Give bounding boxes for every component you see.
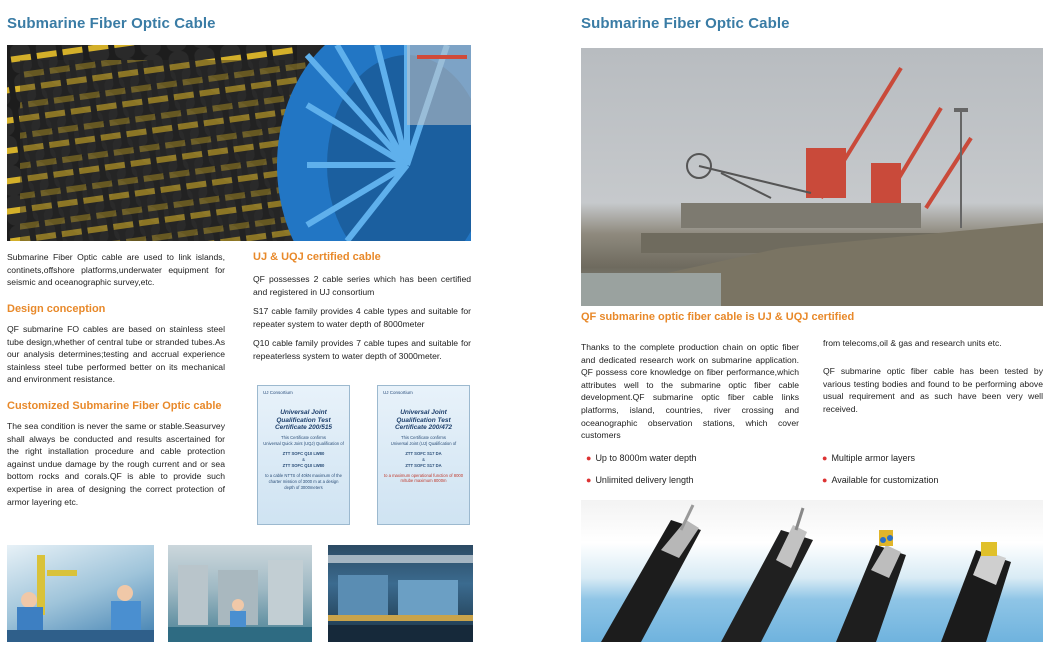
certificate-line: Universal Joint (UJ) Qualification of — [390, 440, 457, 446]
cable-cross-section-photo — [581, 500, 1043, 642]
design-conception-heading: Design conception — [7, 303, 106, 315]
certified-p2: S17 cable family provides 4 cable types and suitable for repeater system to water depth of 8000meter — [253, 306, 471, 329]
certificate-200-515 — [257, 385, 350, 525]
bullet-customization — [822, 475, 938, 485]
certificate-connector: & — [302, 456, 305, 462]
certificate-model: ZTT SOFC Q10 LW80 — [282, 450, 325, 456]
bullet-water-depth — [586, 453, 697, 463]
certificate-200-472 — [377, 385, 470, 525]
factory-lab-illustration — [168, 545, 312, 642]
certificate-connector: & — [422, 456, 425, 462]
cable-drum-illustration — [7, 45, 471, 241]
testing-text: QF submarine optic fiber cable has been tested by various testing bodies and found to be performing above usual requirement and as such have been very well received. — [823, 366, 1043, 414]
certificate-header: UJ Consortium — [263, 390, 293, 395]
intro-text: Submarine Fiber Optic cable are used to link islands, continets,offshore platforms,underwater equipment for seismic and oceanographic survey,etc. — [7, 252, 225, 288]
certificate-line: This Certificate confirms — [401, 434, 446, 440]
bullet-delivery-length — [586, 475, 693, 485]
cable-drum-photo — [7, 45, 471, 241]
certified-p3: Q10 cable family provides 7 cable tupes and suitable for repeaterless system to water depth of 3000meter. — [253, 338, 471, 361]
harbor-crane-illustration — [581, 48, 1043, 306]
certificate-note: to a cable NTTS of 40kN maximum of the charter mission of 3000 m at a design depth of 3000meters — [265, 472, 342, 490]
left-page-title: Submarine Fiber Optic Cable — [7, 15, 216, 32]
certificate-title: Universal Joint Qualification Test Certificate 200/515 — [274, 409, 333, 431]
certified-cable-heading: UJ & UQJ certified cable — [253, 251, 381, 263]
factory-photo-lab — [168, 545, 312, 642]
certificate-note: to a maximum operational function of 8000 m/tube maximum 8000m — [383, 472, 464, 483]
certificate-model: ZTT SOFC S17 DA — [405, 462, 442, 468]
bullet-dot-icon: ● — [586, 475, 592, 485]
certificate-line: This Certificate confirms — [281, 434, 326, 440]
uj-uqj-certified-heading: QF submarine optic fiber cable is UJ & UQJ certified — [581, 311, 855, 323]
bullet-dot-icon: ● — [586, 453, 592, 463]
bullet-dot-icon: ● — [822, 475, 828, 485]
right-page-title: Submarine Fiber Optic Cable — [581, 15, 790, 32]
harbor-crane-photo — [581, 48, 1043, 306]
customized-heading: Customized Submarine Fiber Optic cable — [7, 400, 222, 412]
production-chain-text: Thanks to the complete production chain on optic fiber and dedicated research work on submarine application. QF possess core knowledge on fiber performance,which attributes well to the submarine optic fiber cable development.QF submarine optic fiber cable links platforms, island, countries, river crossing and oceanographic observation stations, which cover customers — [581, 342, 799, 441]
bullet-dot-icon: ● — [822, 453, 828, 463]
cable-cross-section-illustration — [581, 500, 1043, 642]
certificate-title: Universal Joint Qualification Test Certificate 200/472 — [394, 409, 453, 431]
bullet-text: Available for customization — [831, 475, 939, 485]
customized-text: The sea condition is never the same or stable.Seasurvey shall always be conducted and results ascertained for the right installation procedure and cable protection against undue damage by the rough current and or sea bottom rocks and corals.QF is able to provide such expertise in area of designing the correct protection of armor layering etc. — [7, 421, 225, 507]
production-line-illustration — [328, 545, 473, 642]
bullet-text: Multiple armor layers — [831, 453, 915, 463]
factory-workers-illustration — [7, 545, 154, 642]
factory-photo-workers — [7, 545, 154, 642]
customers-text: from telecoms,oil & gas and research units etc. — [823, 338, 1002, 348]
certificate-line: Universal Quick Joint (UQJ) Qualification of — [263, 440, 344, 446]
certified-p1: QF possesses 2 cable series which has been certified and registered in UJ consortium — [253, 274, 471, 297]
factory-photo-production-line — [328, 545, 473, 642]
bullet-armor-layers — [822, 453, 915, 463]
design-conception-text: QF submarine FO cables are based on stainless steel tube design,whether of central tube or stranded tubes.As our analysis determines;testing and accrual experience stainless steel tube performed better on its mechanical and environment resistance. — [7, 324, 225, 385]
certificate-model: ZTT SOFC S17 DA — [405, 450, 442, 456]
bullet-text: Up to 8000m water depth — [595, 453, 697, 463]
bullet-text: Unlimited delivery length — [595, 475, 694, 485]
certificate-header: UJ Consortium — [383, 390, 413, 395]
certificate-model: ZTT SOFC Q10 LW80 — [282, 462, 325, 468]
